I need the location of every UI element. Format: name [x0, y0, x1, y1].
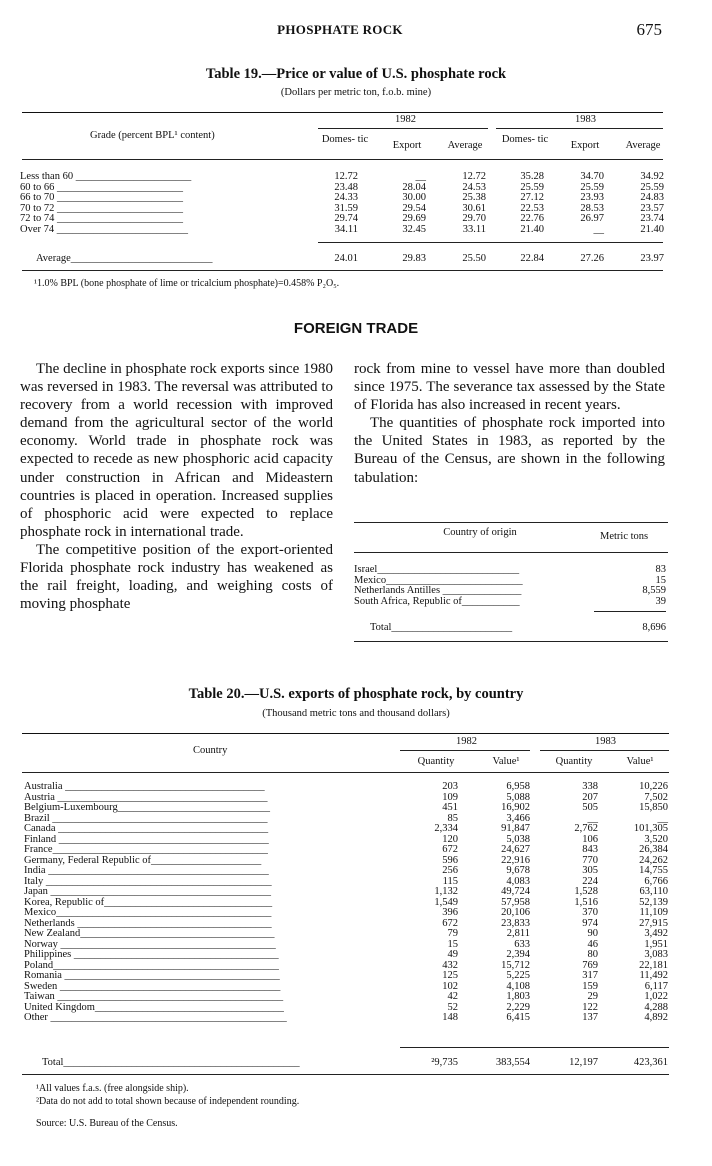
- table19-footnote: ¹1.0% BPL (bone phosphate of lime or tricalcium phosphate)=0.458% P₂O₅.: [34, 278, 340, 289]
- table20-footnote-1: ¹All values f.a.s. (free alongside ship).: [36, 1083, 189, 1094]
- t19-col-export-1983: 34.70 25.59 23.93 28.53 26.97 __: [580, 171, 604, 235]
- t19-avg-rule: [318, 242, 663, 243]
- t20-total-label: Total_____________________________________________: [42, 1058, 300, 1068]
- t19-average-label: Average___________________________: [36, 254, 213, 264]
- table20-header-rule: [22, 772, 669, 773]
- table19-header-rule: [22, 159, 663, 160]
- t20-col-quantity-1983: 338 207 505 __ 2,762 106 843 770 305 224 1,528 1,516 370 974 90 46 80 769 317 159 29 122 137: [574, 781, 598, 1023]
- t19-col-average-1982: 12.72 24.53 25.38 30.61 29.70 33.11: [462, 171, 486, 235]
- body-left-column: [20, 360, 333, 613]
- t19-col-average-1983: 34.92 25.59 24.83 23.57 23.74 21.40: [640, 171, 664, 235]
- body-right-paragraph-2: The quantities of phosphate rock imported into the United States in 1983, as reported by the Bureau of the Census, are shown in the following tabulation:: [354, 415, 665, 486]
- page-number: 675: [636, 20, 662, 39]
- table20-source: Source: U.S. Bureau of the Census.: [36, 1118, 178, 1129]
- table19-year-1983: 1983: [575, 114, 596, 125]
- t19-head-export-1982: Export: [392, 140, 422, 151]
- t20-total-value-1983: 423,361: [633, 1057, 668, 1068]
- running-title: PHOSPHATE ROCK: [277, 22, 403, 37]
- t19-avg-export-1983: 27.26: [580, 253, 604, 264]
- body-right-paragraph-1: rock from mine to vessel have more than doubled since 1975. The severance tax assessed by the State of Florida has also increased in recent years.: [354, 361, 665, 414]
- table20-span-rule-1983: [540, 750, 669, 751]
- t20-total-value-1982: 383,554: [495, 1057, 530, 1068]
- t20-total-rule: [400, 1047, 669, 1048]
- t19-head-export-1983: Export: [570, 140, 600, 151]
- t19-col-export-1982: __ 28.04 30.00 29.54 29.69 32.45: [402, 171, 426, 235]
- t20-col-value-1983: 10,226 7,502 15,850 __ 101,305 3,520 26,384 24,262 14,755 6,766 63,110 52,139 11,109 27,915 3,492 1,951 3,083 22,181 11,492 6,117 1,022 4,288 4,892: [633, 781, 668, 1023]
- table20-header-country: Country: [193, 745, 228, 756]
- imports-total-label: Total_______________________: [370, 623, 513, 633]
- table20-span-rule-1982: [400, 750, 530, 751]
- table20-caption: Table 20.—U.S. exports of phosphate rock, by country: [188, 686, 524, 702]
- imports-country-labels: Israel___________________________ Mexico__________________________ Netherlands Antilles _______________ South Africa, Republic of___________: [354, 565, 523, 607]
- t19-avg-export-1982: 29.83: [402, 253, 426, 264]
- t20-col-value-1982: 6,958 5,088 16,902 3,466 91,847 5,038 24,627 22,916 9,678 4,083 49,724 57,958 20,106 23,833 2,811 633 2,394 15,712 5,225 4,108 1,803 2,229 6,415: [501, 781, 530, 1023]
- t20-country-list: Australia ______________________________________ Austria ________________________________________ Belgium-Luxembourg_____________________________ Brazil _________________________________________ Canada ________________________________________ Finland ________________________________________ France_________________________________________ Germany, Federal Republic of_____________________ India __________________________________________ Italy ___________________________________________ Japan __________________________________________ Korea, Republic of________________________________ Mexico_________________________________________ Netherlands _____________________________________ New Zealand_____________________________________ Norway _________________________________________ Philippines _______________________________________ Poland___________________________________________ Romania _________________________________________ Sweden __________________________________________ Taiwan ___________________________________________ United Kingdom____________________________________ Other _____________________________________________: [24, 782, 287, 1023]
- table20-year-1982: 1982: [456, 736, 477, 747]
- t19-col-domestic-1982: 12.72 23.48 24.33 31.59 29.74 34.11: [334, 171, 358, 235]
- table19-grade-header: Grade (percent BPL¹ content): [90, 130, 215, 141]
- t19-avg-domestic-1982: 24.01: [334, 253, 358, 264]
- body-right-column: [354, 360, 665, 487]
- table20-top-rule: [22, 733, 669, 734]
- t19-head-domestic-1982: Domes- tic: [321, 134, 369, 145]
- page-header: [0, 20, 712, 42]
- t19-avg-average-1982: 25.50: [462, 253, 486, 264]
- t19-head-domestic-1983: Domes- tic: [501, 134, 549, 145]
- table20-bottom-rule: [22, 1074, 669, 1075]
- table19-bottom-rule: [22, 270, 663, 271]
- t20-head-quantity-1983: Quantity: [555, 756, 593, 767]
- t19-row-labels: Less than 60 ______________________ 60 to 66 ________________________ 66 to 70 ________________________ 70 to 72 ________________________ 72 to 74 ________________________ Over 74 _________________________: [20, 172, 192, 235]
- table20-year-1983: 1983: [595, 736, 616, 747]
- imports-header-rule: [354, 552, 668, 553]
- table19-span-rule-1983: [496, 128, 663, 129]
- t20-head-quantity-1982: Quantity: [417, 756, 455, 767]
- t19-avg-domestic-1983: 22.84: [520, 253, 544, 264]
- t20-total-quantity-1983: 12,197: [569, 1057, 598, 1068]
- body-left-paragraph-1: The decline in phosphate rock exports since 1980 was reversed in 1983. The reversal was attributed to recovery from a world recession with improved demand from the agricultural sector of the world economy. World trade in phosphate rock was expected to recede as new phosphoric acid capacity under construction in African and Mideastern countries is placed in operation. Increased supplies of phosphoric acid were expected to replace phosphate rock in international trade.: [20, 361, 333, 540]
- table19-subcaption: (Dollars per metric ton, f.o.b. mine): [280, 87, 432, 98]
- imports-sum-rule: [594, 611, 666, 612]
- t20-head-value-1982: Value¹: [492, 756, 520, 767]
- table20-footnote-2: ²Data do not add to total shown because of independent rounding.: [36, 1096, 300, 1107]
- t20-total-quantity-1982: ²9,735: [431, 1057, 458, 1068]
- table19-top-rule: [22, 112, 663, 113]
- t19-head-average-1983: Average: [625, 140, 661, 151]
- imports-values: 83 15 8,559 39: [642, 564, 666, 607]
- imports-header-country: Country of origin: [443, 527, 517, 538]
- imports-top-rule: [354, 522, 668, 523]
- imports-header-tons: Metric tons: [600, 531, 649, 542]
- section-title: FOREIGN TRADE: [293, 320, 419, 337]
- table19-span-rule-1982: [318, 128, 488, 129]
- table20-subcaption: (Thousand metric tons and thousand dollars): [262, 708, 450, 719]
- imports-bottom-rule: [354, 641, 668, 642]
- body-left-paragraph-2: The competitive position of the export-oriented Florida phosphate rock industry has weakened as the rail freight, loading, and weighing costs of moving phosphate: [20, 541, 333, 613]
- t20-head-value-1983: Value¹: [626, 756, 654, 767]
- table19-year-1982: 1982: [395, 114, 416, 125]
- t19-col-domestic-1983: 35.28 25.59 27.12 22.53 22.76 21.40: [520, 171, 544, 235]
- t19-avg-average-1983: 23.97: [640, 253, 664, 264]
- t19-head-average-1982: Average: [447, 140, 483, 151]
- imports-total-value: 8,696: [642, 622, 666, 633]
- table19-caption: Table 19.—Price or value of U.S. phosphate rock: [205, 66, 507, 82]
- t20-col-quantity-1982: 203 109 451 85 2,334 120 672 596 256 115 1,132 1,549 396 672 79 15 49 432 125 102 42 52 148: [434, 781, 458, 1023]
